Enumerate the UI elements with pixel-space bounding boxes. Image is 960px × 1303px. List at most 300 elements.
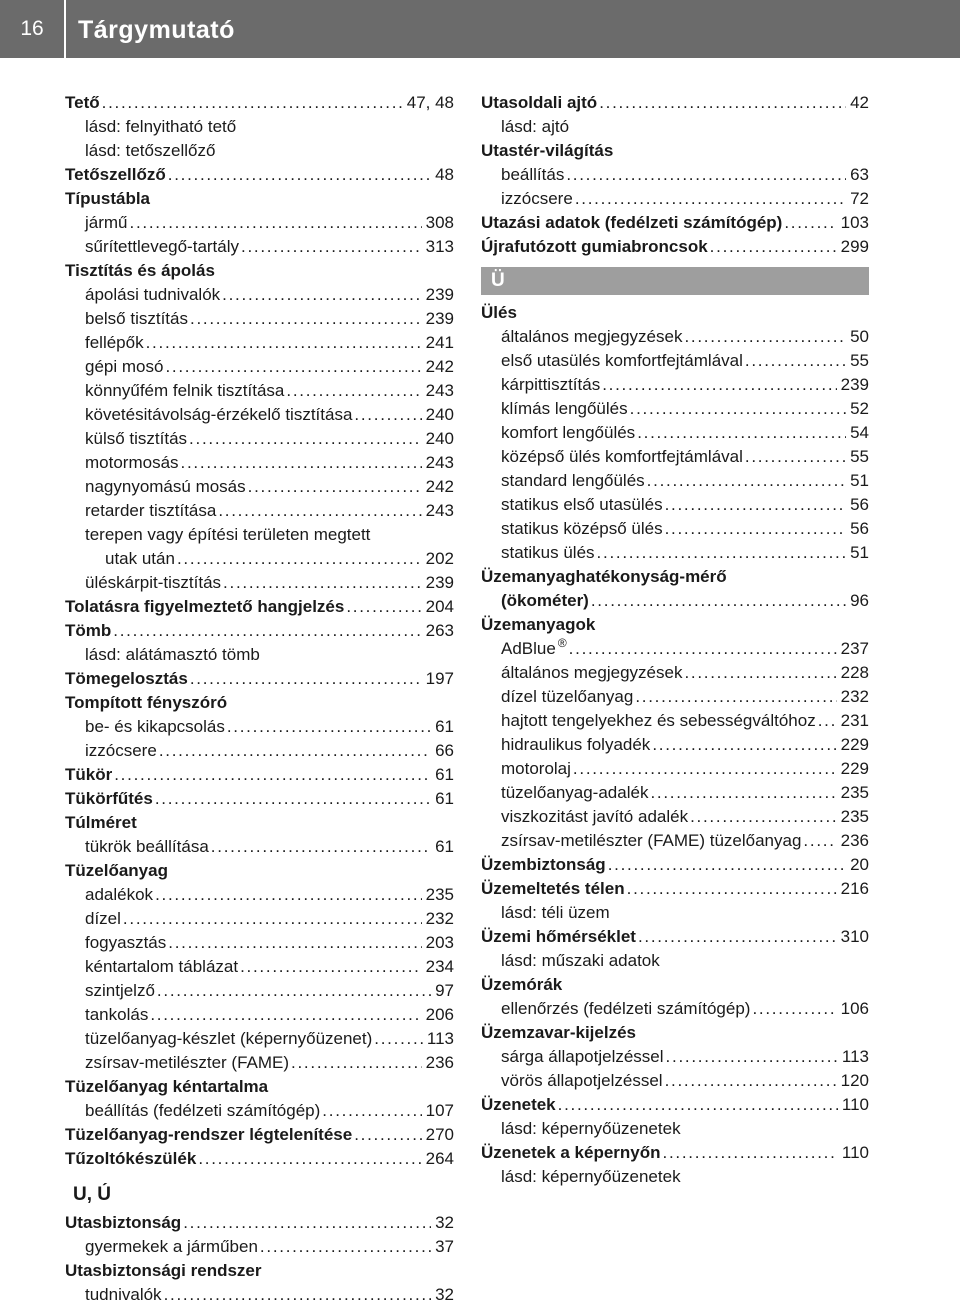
entry-label: gyermekek a járműben — [85, 1237, 258, 1256]
entry-label: kárpittisztítás — [501, 375, 601, 394]
index-subentry — [481, 349, 869, 373]
index-subentry — [481, 661, 869, 685]
page-reference[interactable]: 232 — [840, 687, 869, 706]
dot-leader — [354, 403, 421, 427]
dot-leader — [165, 355, 421, 379]
dot-leader — [684, 325, 846, 349]
dot-leader — [168, 931, 421, 955]
page-reference[interactable]: 313 — [425, 237, 454, 256]
index-subentry — [65, 931, 454, 955]
entry-label: statikus középső ülés — [501, 519, 663, 538]
dot-leader — [322, 1099, 421, 1123]
index-subentry — [481, 325, 869, 349]
section-letter-heading: U, Ú — [73, 1184, 111, 1205]
index-entry — [65, 1075, 454, 1099]
index-subentry — [65, 1283, 454, 1303]
index-subentry — [481, 421, 869, 445]
entry-label: lásd: képernyőüzenetek — [501, 1167, 681, 1186]
page-reference[interactable]: 235 — [840, 807, 869, 826]
entry-label: standard lengőülés — [501, 471, 645, 490]
dot-leader — [286, 379, 421, 403]
page-reference[interactable]: 51 — [850, 543, 869, 562]
index-entry — [65, 1147, 454, 1171]
dot-leader — [183, 1211, 431, 1235]
dot-leader — [223, 571, 422, 595]
index-subentry — [65, 1235, 454, 1259]
page-reference[interactable]: 234 — [425, 957, 454, 976]
dot-leader — [599, 91, 846, 115]
dot-leader — [159, 739, 431, 763]
entry-label: nagynyomású mosás — [85, 477, 246, 496]
index-entry — [65, 859, 454, 883]
page-reference[interactable]: 232 — [425, 909, 454, 928]
page-reference[interactable]: 32 — [435, 1285, 454, 1303]
dot-leader — [627, 877, 837, 901]
index-subentry — [481, 115, 869, 139]
page-title: Tárgymutató — [78, 16, 235, 44]
index-subentry — [65, 883, 454, 907]
dot-leader — [241, 235, 422, 259]
entry-label: AdBlue ® — [501, 637, 567, 658]
dot-leader — [164, 1283, 432, 1303]
entry-label: általános megjegyzések — [501, 327, 683, 346]
page-reference[interactable]: 96 — [850, 591, 869, 610]
page-reference[interactable]: 120 — [840, 1071, 869, 1090]
index-subentry — [481, 709, 869, 733]
dot-leader — [113, 619, 421, 643]
dot-leader — [684, 661, 836, 685]
dot-leader — [102, 91, 403, 115]
page-reference[interactable]: 206 — [425, 1005, 454, 1024]
entry-label: viszkozitást javító adalék — [501, 807, 689, 826]
dot-leader — [150, 1003, 421, 1027]
index-subentry — [481, 1165, 869, 1189]
page-reference[interactable]: 20 — [850, 855, 869, 874]
page-reference[interactable]: 235 — [425, 885, 454, 904]
index-entry — [481, 91, 869, 115]
dot-leader — [591, 589, 846, 613]
index-entry — [481, 301, 869, 325]
entry-label: Üzemzavar-kijelzés — [481, 1023, 636, 1042]
entry-label: izzócsere — [85, 741, 157, 760]
index-entry — [481, 1141, 869, 1165]
entry-label: Üzemanyagok — [481, 615, 596, 634]
dot-leader — [190, 307, 422, 331]
dot-leader — [690, 805, 837, 829]
index-subentry — [65, 1003, 454, 1027]
index-subentry — [65, 403, 454, 427]
header-divider — [64, 0, 66, 58]
dot-leader — [222, 283, 421, 307]
dot-leader — [566, 163, 846, 187]
index-subentry — [65, 1051, 454, 1075]
dot-leader — [168, 163, 431, 187]
index-entry — [65, 91, 454, 115]
index-subentry — [481, 637, 869, 661]
page-reference[interactable]: 37 — [435, 1237, 454, 1256]
index-column-left — [65, 91, 454, 1303]
index-subentry — [481, 949, 869, 973]
index-subentry — [65, 307, 454, 331]
entry-label: üléskárpit-tisztítás — [85, 573, 222, 592]
entry-label: beállítás (fedélzeti számítógép) — [85, 1101, 321, 1120]
page-reference[interactable]: 242 — [425, 477, 454, 496]
entry-label: kéntartalom táblázat — [85, 957, 239, 976]
page-reference[interactable]: 236 — [425, 1053, 454, 1072]
page-reference[interactable]: 52 — [850, 399, 869, 418]
entry-label: Üzenetek — [481, 1095, 556, 1114]
dot-leader — [752, 997, 836, 1021]
page-reference[interactable]: 107 — [425, 1101, 454, 1120]
page-reference[interactable]: 264 — [425, 1149, 454, 1168]
index-entry — [65, 1259, 454, 1283]
entry-label: Típustábla — [65, 189, 151, 208]
entry-label: Tető — [65, 93, 100, 112]
dot-leader — [146, 331, 422, 355]
index-subentry — [481, 373, 869, 397]
entry-label: motormosás — [85, 453, 179, 472]
dot-leader — [260, 1235, 431, 1259]
page-reference[interactable]: 310 — [840, 927, 869, 946]
dot-leader — [218, 499, 421, 523]
index-subentry — [65, 523, 454, 547]
index-subentry — [65, 715, 454, 739]
dot-leader — [652, 733, 836, 757]
entry-label: tükrök beállítása — [85, 837, 209, 856]
entry-label: Utasbiztonsági rendszer — [65, 1261, 262, 1280]
entry-label: első utasülés komfortfejtámlával — [501, 351, 743, 370]
entry-label: Túlméret — [65, 813, 137, 832]
index-subentry — [481, 997, 869, 1021]
entry-label: Tolatásra figyelmeztető hangjelzés — [65, 597, 345, 616]
page-reference[interactable]: 110 — [841, 1095, 869, 1114]
page-reference[interactable]: 61 — [435, 717, 454, 736]
dot-leader — [665, 1069, 837, 1093]
section-gap — [65, 1171, 454, 1183]
page-reference[interactable]: 113 — [426, 1029, 454, 1048]
entry-label: Tüzelőanyag kéntartalma — [65, 1077, 269, 1096]
page-reference[interactable]: 51 — [850, 471, 869, 490]
page-reference[interactable]: 72 — [850, 189, 869, 208]
page-reference[interactable]: 42 — [850, 93, 869, 112]
dot-leader — [181, 451, 422, 475]
page-reference[interactable]: 47, 48 — [406, 93, 454, 112]
index-entry — [65, 763, 454, 787]
index-subentry — [481, 187, 869, 211]
dot-leader — [650, 781, 836, 805]
index-subentry — [65, 355, 454, 379]
entry-label: Utasbiztonság — [65, 1213, 182, 1232]
page-reference[interactable]: 270 — [425, 1125, 454, 1144]
dot-leader — [569, 637, 837, 661]
page-reference[interactable]: 235 — [840, 783, 869, 802]
index-subentry — [65, 979, 454, 1003]
page-reference[interactable]: 229 — [840, 735, 869, 754]
dot-leader — [602, 373, 836, 397]
entry-label: Ülés — [481, 303, 517, 322]
page-reference[interactable]: 239 — [840, 375, 869, 394]
entry-label: tankolás — [85, 1005, 149, 1024]
page-reference[interactable]: 197 — [425, 669, 454, 688]
entry-label: középső ülés komfortfejtámlával — [501, 447, 743, 466]
page-reference[interactable]: 308 — [425, 213, 454, 232]
index-entry — [65, 1123, 454, 1147]
page-reference[interactable]: 203 — [425, 933, 454, 952]
index-entry — [481, 853, 869, 877]
entry-label: gépi mosó — [85, 357, 164, 376]
page-reference[interactable]: 50 — [850, 327, 869, 346]
dot-leader — [573, 757, 837, 781]
index-subentry — [65, 955, 454, 979]
page-reference[interactable]: 61 — [435, 765, 454, 784]
index-column-right — [481, 91, 869, 1189]
entry-label: általános megjegyzések — [501, 663, 683, 682]
page-reference[interactable]: 216 — [840, 879, 869, 898]
index-subentry — [65, 139, 454, 163]
index-subentry — [65, 283, 454, 307]
entry-label: Tompított fényszóró — [65, 693, 228, 712]
page-reference[interactable]: 110 — [841, 1143, 869, 1162]
entry-label: Üzemórák — [481, 975, 563, 994]
page-reference[interactable]: 113 — [841, 1047, 869, 1066]
entry-label: statikus első utasülés — [501, 495, 663, 514]
dot-leader — [155, 787, 431, 811]
index-subentry — [481, 781, 869, 805]
entry-label: lásd: tetőszellőző — [85, 141, 216, 160]
dot-leader — [803, 829, 836, 853]
index-subentry — [481, 1045, 869, 1069]
index-subentry — [481, 469, 869, 493]
dot-leader — [374, 1027, 423, 1051]
entry-label: lásd: képernyőüzenetek — [501, 1119, 681, 1138]
entry-label: sárga állapotjelzéssel — [501, 1047, 664, 1066]
page-reference[interactable]: 229 — [840, 759, 869, 778]
dot-leader — [597, 541, 847, 565]
entry-label: Utastér-világítás — [481, 141, 614, 160]
entry-label: fogyasztás — [85, 933, 167, 952]
entry-label: Utazási adatok (fedélzeti számítógép) — [481, 213, 783, 232]
dot-leader — [818, 709, 837, 733]
page-reference[interactable]: 66 — [435, 741, 454, 760]
dot-leader — [240, 955, 422, 979]
dot-leader — [291, 1051, 422, 1075]
index-subentry — [481, 163, 869, 187]
page-reference[interactable]: 241 — [425, 333, 454, 352]
index-subentry — [481, 805, 869, 829]
entry-label: izzócsere — [501, 189, 573, 208]
entry-label: motorolaj — [501, 759, 571, 778]
index-subentry — [65, 211, 454, 235]
page-reference[interactable]: 239 — [425, 573, 454, 592]
page-reference[interactable]: 228 — [840, 663, 869, 682]
index-subentry — [481, 541, 869, 565]
page-reference[interactable]: 243 — [425, 381, 454, 400]
dot-leader — [666, 1045, 838, 1069]
index-subentry — [481, 1069, 869, 1093]
entry-label: zsírsav-metilészter (FAME) tüzelőanyag — [501, 831, 802, 850]
index-entry — [481, 1093, 869, 1117]
entry-label: fellépők — [85, 333, 144, 352]
page-reference[interactable]: 54 — [850, 423, 869, 442]
entry-label: lásd: téli üzem — [501, 903, 610, 922]
entry-label: dízel tüzelőanyag — [501, 687, 634, 706]
dot-leader — [189, 427, 422, 451]
dot-leader — [665, 493, 846, 517]
entry-label: Üzembiztonság — [481, 855, 606, 874]
entry-label: lásd: ajtó — [501, 117, 570, 136]
page-reference[interactable]: 204 — [425, 597, 454, 616]
page-reference[interactable]: 239 — [425, 309, 454, 328]
dot-leader — [558, 1093, 838, 1117]
index-entry — [65, 811, 454, 835]
index-subentry — [65, 835, 454, 859]
dot-leader — [198, 1147, 421, 1171]
dot-leader — [784, 211, 836, 235]
entry-label: Üzemeltetés télen — [481, 879, 625, 898]
entry-label: lásd: felnyitható tető — [85, 117, 237, 136]
entry-label: Tűzoltókészülék — [65, 1149, 197, 1168]
index-subentry — [481, 733, 869, 757]
index-entry — [65, 691, 454, 715]
entry-label: sűrítettlevegő-tartály — [85, 237, 240, 256]
dot-leader — [630, 397, 846, 421]
index-entry — [65, 787, 454, 811]
index-subentry — [481, 589, 869, 613]
page-reference[interactable]: 242 — [425, 357, 454, 376]
page-reference[interactable]: 299 — [840, 237, 869, 256]
page-reference[interactable]: 236 — [840, 831, 869, 850]
index-entry — [481, 973, 869, 997]
dot-leader — [346, 595, 421, 619]
page-reference[interactable]: 237 — [840, 639, 869, 658]
page-reference[interactable]: 55 — [850, 447, 869, 466]
index-entry — [481, 877, 869, 901]
dot-leader — [248, 475, 422, 499]
index-subentry — [65, 1099, 454, 1123]
index-entry — [481, 1021, 869, 1045]
entry-label: tüzelőanyag-készlet (képernyőüzenet) — [85, 1029, 373, 1048]
entry-label: Üzenetek a képernyőn — [481, 1143, 661, 1162]
index-entry — [65, 667, 454, 691]
index-subentry — [481, 757, 869, 781]
dot-leader — [575, 187, 846, 211]
dot-leader — [227, 715, 431, 739]
page-reference[interactable]: 239 — [425, 285, 454, 304]
page-reference[interactable]: 97 — [435, 981, 454, 1000]
registered-mark: ® — [557, 637, 567, 651]
entry-label: jármű — [85, 213, 128, 232]
page-reference[interactable]: 243 — [425, 453, 454, 472]
index-entry — [481, 139, 869, 163]
dot-leader — [157, 979, 431, 1003]
page-reference[interactable]: 61 — [435, 789, 454, 808]
index-entry — [65, 163, 454, 187]
dot-leader — [190, 667, 422, 691]
dot-leader — [745, 349, 846, 373]
index-entry — [65, 595, 454, 619]
entry-label: komfort lengőülés — [501, 423, 636, 442]
dot-leader — [710, 235, 837, 259]
entry-label: terepen vagy építési területen megtett — [85, 525, 371, 544]
entry-label: hajtott tengelyekhez és sebességváltóhoz — [501, 711, 816, 730]
index-subentry — [481, 829, 869, 853]
page-reference[interactable]: 263 — [425, 621, 454, 640]
entry-label: adalékok — [85, 885, 154, 904]
index-entry — [65, 187, 454, 211]
page-number: 16 — [20, 17, 44, 40]
index-subentry — [481, 445, 869, 469]
page-reference[interactable]: 61 — [435, 837, 454, 856]
index-subentry — [481, 493, 869, 517]
entry-label: beállítás — [501, 165, 565, 184]
index-entry — [65, 1211, 454, 1235]
dot-leader — [663, 1141, 838, 1165]
index-subentry — [65, 499, 454, 523]
index-subentry — [65, 547, 454, 571]
dot-leader — [123, 907, 422, 931]
index-entry — [65, 619, 454, 643]
index-entry — [481, 211, 869, 235]
index-subentry — [65, 1027, 454, 1051]
page-reference[interactable]: 48 — [435, 165, 454, 184]
page-reference[interactable]: 63 — [850, 165, 869, 184]
index-entry — [481, 925, 869, 949]
entry-label: dízel — [85, 909, 121, 928]
page-reference[interactable]: 231 — [840, 711, 869, 730]
index-subentry — [65, 571, 454, 595]
page-reference[interactable]: 32 — [435, 1213, 454, 1232]
dot-leader — [177, 547, 422, 571]
entry-label: retarder tisztítása — [85, 501, 217, 520]
entry-label: Tüzelőanyag — [65, 861, 168, 880]
entry-label: Tetőszellőző — [65, 165, 166, 184]
dot-leader — [647, 469, 846, 493]
page-reference[interactable]: 240 — [425, 429, 454, 448]
index-subentry — [65, 235, 454, 259]
entry-label: Tüzelőanyag-rendszer légtelenítése — [65, 1125, 353, 1144]
section-letter-bar: Ü — [481, 267, 869, 295]
index-subentry — [65, 739, 454, 763]
index-subentry — [65, 331, 454, 355]
dot-leader — [155, 883, 422, 907]
entry-label: Üzemi hőmérséklet — [481, 927, 636, 946]
page-reference[interactable]: 243 — [425, 501, 454, 520]
page-reference[interactable]: 240 — [425, 405, 454, 424]
index-entry — [481, 235, 869, 259]
dot-leader — [130, 211, 422, 235]
dot-leader — [638, 925, 837, 949]
index-entry — [481, 565, 869, 589]
page-reference[interactable]: 106 — [840, 999, 869, 1018]
entry-label: Tömb — [65, 621, 112, 640]
page-reference[interactable]: 103 — [840, 213, 869, 232]
entry-label: tüzelőanyag-adalék — [501, 783, 649, 802]
entry-label: tudnivalók — [85, 1285, 162, 1303]
page-reference[interactable]: 202 — [425, 549, 454, 568]
page-reference[interactable]: 55 — [850, 351, 869, 370]
page-reference[interactable]: 56 — [850, 495, 869, 514]
index-subentry — [481, 685, 869, 709]
page-reference[interactable]: 56 — [850, 519, 869, 538]
page-header — [0, 0, 960, 58]
entry-label: ellenőrzés (fedélzeti számítógép) — [501, 999, 751, 1018]
entry-label: be- és kikapcsolás — [85, 717, 225, 736]
entry-label: belső tisztítás — [85, 309, 188, 328]
index-subentry — [65, 451, 454, 475]
index-subentry — [481, 517, 869, 541]
index-subentry — [65, 427, 454, 451]
entry-label: utak után — [105, 549, 175, 568]
